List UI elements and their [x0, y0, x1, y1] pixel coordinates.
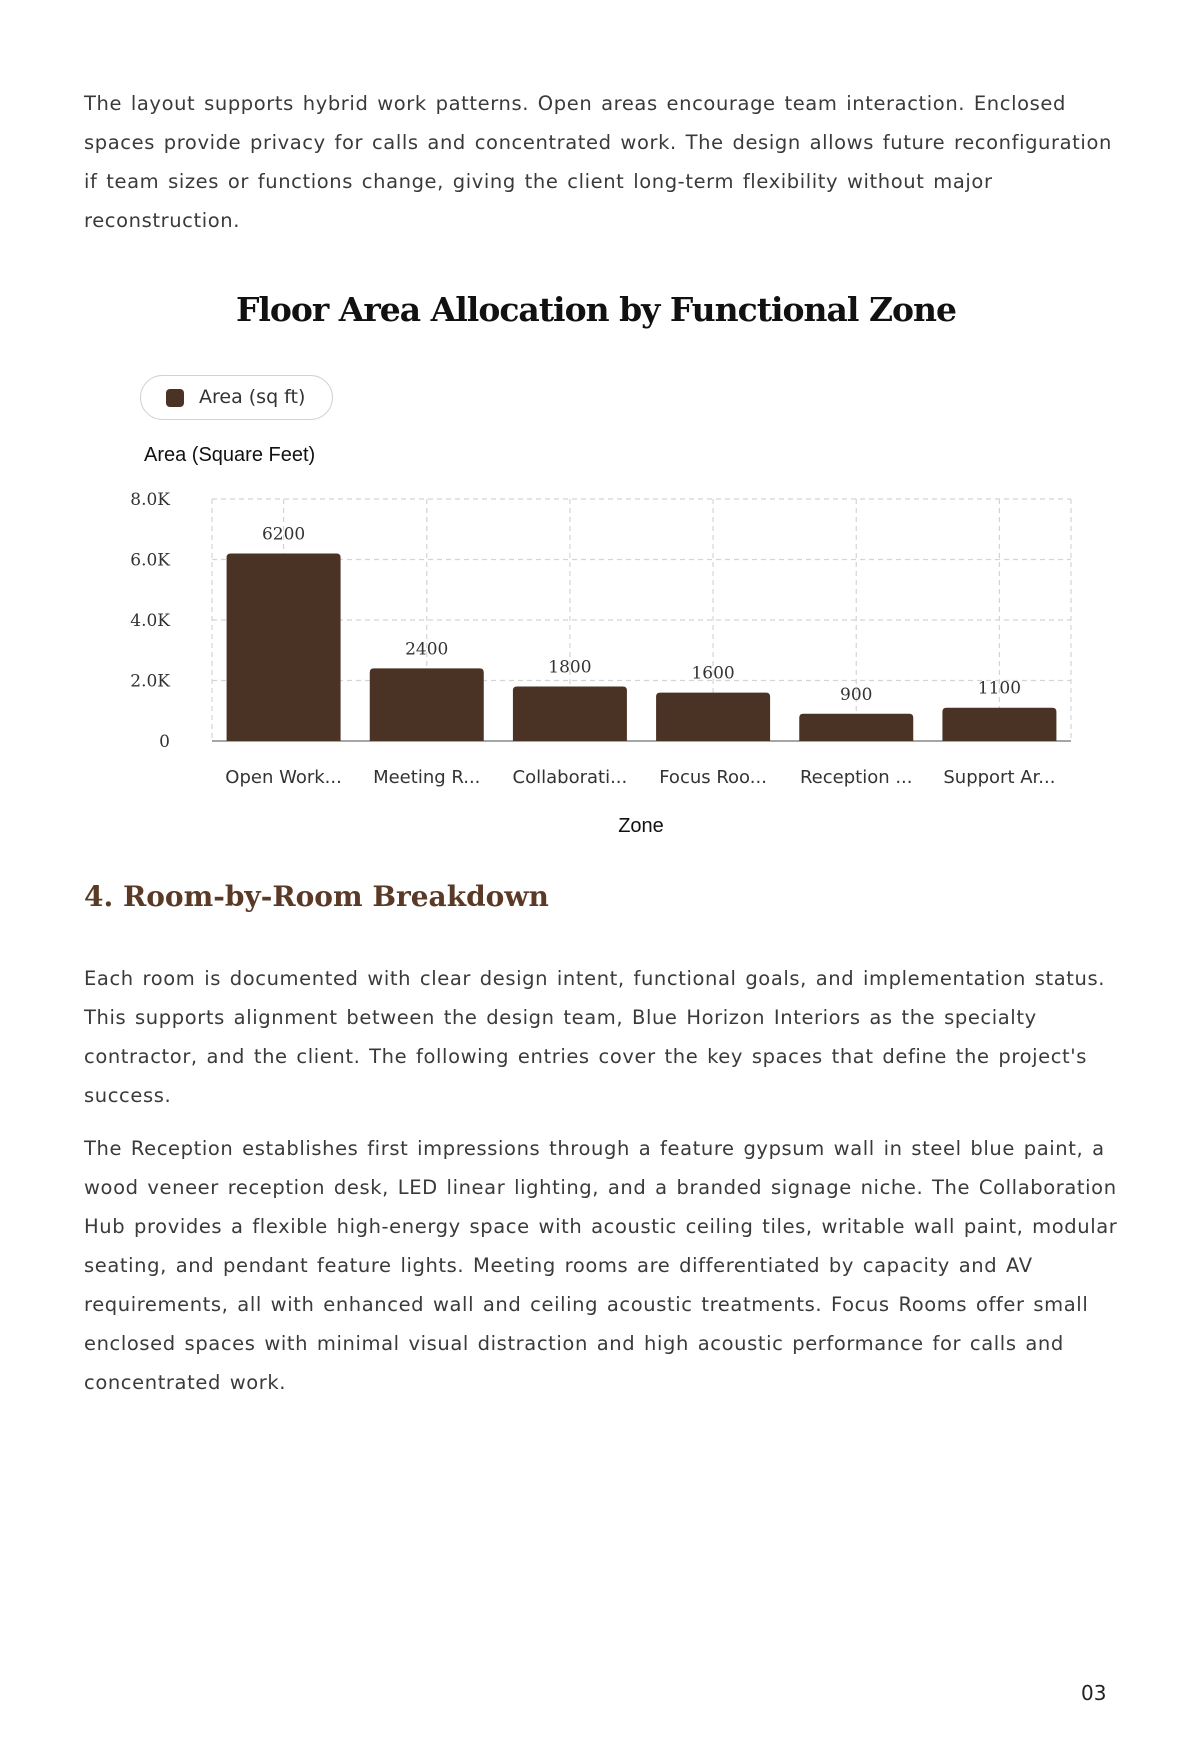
y-tick-label: 2.0K [130, 671, 170, 692]
x-tick-label: Open Work... [225, 767, 342, 788]
y-tick-label: 0 [159, 732, 170, 752]
intro-paragraph: The layout supports hybrid work patterns. Open areas encourage team interaction. Enclosed spaces provide privacy for calls and concentrated work. The design allows future reconfiguration if team sizes or functions change, giving the client long-term flexibility without major reconstruction. [84, 92, 1112, 232]
bar [799, 714, 913, 741]
y-tick-label: 6.0K [130, 550, 170, 571]
chart-title: Floor Area Allocation by Functional Zone [235, 290, 957, 329]
x-tick-label: Support Ar... [943, 767, 1056, 788]
section-paragraph-2: The Reception establishes first impressions through a feature gypsum wall in steel blue paint, a wood veneer reception desk, LED linear lighting, and a branded signage niche. The Collaboration Hub provides a flexible high-energy space with acoustic ceiling tiles, writable wall paint, modular seating, and pendant feature lights. Meeting rooms are differentiated by capacity and AV requirements, all with enhanced wall and ceiling acoustic treatments. Focus Rooms offer small enclosed spaces with minimal visual distraction and high acoustic performance for calls and concentrated work. [84, 1137, 1118, 1394]
x-tick-label: Meeting R... [373, 767, 481, 788]
y-tick-label: 8.0K [130, 490, 170, 510]
bar [656, 693, 770, 741]
section-heading: 4. Room-by-Room Breakdown [84, 880, 549, 913]
x-tick-label: Reception ... [799, 767, 913, 788]
bar [370, 668, 484, 741]
x-tick-label: Focus Roo... [659, 767, 767, 788]
y-tick-label: 4.0K [130, 611, 170, 631]
bar [942, 708, 1056, 741]
x-tick-label: Collaborati... [512, 767, 628, 788]
data-label: 1800 [548, 657, 592, 678]
data-label: 900 [840, 684, 873, 705]
data-label: 1600 [691, 663, 735, 684]
chart-grid [212, 499, 1071, 741]
page-number: 03 [1081, 1681, 1107, 1705]
chart-bars [227, 553, 1057, 741]
x-axis-title: Zone [618, 815, 664, 837]
bar [513, 687, 627, 741]
y-axis-title: Area (Square Feet) [144, 444, 316, 466]
legend-label: Area (sq ft) [199, 386, 306, 408]
section-paragraph-1: Each room is documented with clear design intent, functional goals, and implementation status. This supports alignment between the design team, Blue Horizon Interiors as the specialty contractor, and the client. The following entries cover the key spaces that define the project's success. [84, 967, 1106, 1107]
data-label: 6200 [261, 524, 306, 545]
data-label: 1100 [977, 678, 1022, 699]
bar [227, 553, 341, 741]
data-label: 2400 [405, 639, 449, 660]
bar-chart [0, 0, 1200, 860]
